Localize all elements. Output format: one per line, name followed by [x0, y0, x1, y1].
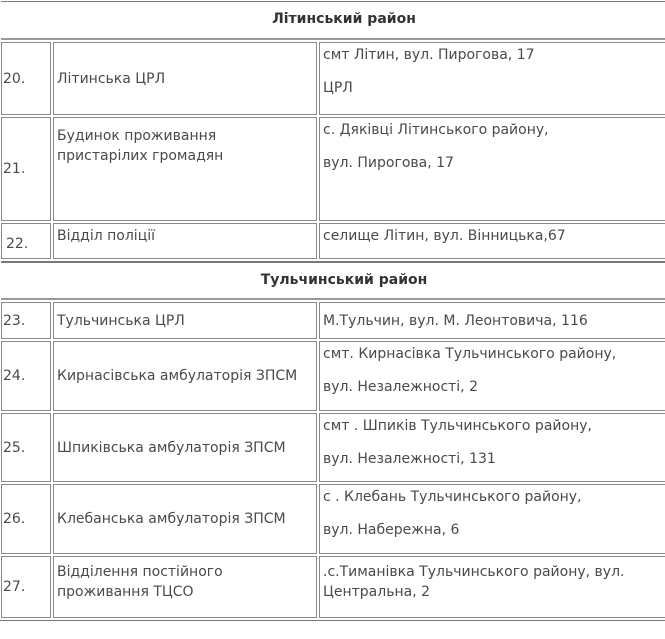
facility-name: Літинська ЦРЛ — [53, 42, 317, 115]
address-line: вул. Незалежності, 131 — [323, 451, 496, 467]
facility-address — [319, 341, 665, 411]
facility-name: Кирнасівська амбулаторія ЗПСМ — [53, 341, 317, 411]
address-line: смт. Кирнасівка Тульчинського району, — [323, 346, 617, 362]
facility-name: Шпиківська амбулаторія ЗПСМ — [53, 413, 317, 482]
name-line: Відділення постійного — [57, 564, 223, 580]
address-line: вул. Пирогова, 17 — [323, 155, 454, 171]
district-heading: Тульчинський район — [1, 261, 665, 300]
facility-name: Тульчинська ЦРЛ — [53, 302, 317, 339]
row-number: 21. — [1, 117, 51, 221]
facility-address: селище Літин, вул. Вінницька,67 — [319, 223, 665, 259]
facility-address — [319, 117, 665, 221]
table-row — [1, 117, 665, 221]
row-number: 26. — [1, 484, 51, 554]
address-line: ЦРЛ — [323, 80, 353, 96]
table-row — [1, 556, 665, 618]
name-line: проживання ТЦСО — [57, 584, 194, 600]
row-number: 27. — [1, 556, 51, 618]
facility-name: Клебанська амбулаторія ЗПСМ — [53, 484, 317, 554]
district-heading: Літинський район — [1, 1, 665, 40]
address-line: смт Літин, вул. Пирогова, 17 — [323, 47, 535, 63]
table-row — [1, 42, 665, 115]
facility-address: М.Тульчин, вул. М. Леонтовича, 116 — [319, 302, 665, 339]
facility-name — [53, 556, 317, 618]
table-row — [1, 484, 665, 554]
row-number: 20. — [1, 42, 51, 115]
address-line: смт . Шпиків Тульчинського району, — [323, 418, 592, 434]
row-number: 24. — [1, 341, 51, 411]
address-line: с . Клебань Тульчинського району, — [323, 489, 582, 505]
table-row — [1, 341, 665, 411]
table-row — [1, 302, 665, 339]
facility-name: Відділ поліції — [53, 223, 317, 259]
district-header-row — [1, 1, 665, 40]
address-line: вул. Набережна, 6 — [323, 522, 460, 538]
row-number: 23. — [1, 302, 51, 339]
facility-name — [53, 117, 317, 221]
district-header-row — [1, 261, 665, 300]
address-line: Центральна, 2 — [323, 584, 430, 600]
address-line: вул. Незалежності, 2 — [323, 379, 478, 395]
address-line: с. Дяківці Літинського району, — [323, 122, 549, 138]
facility-address — [319, 484, 665, 554]
table-row — [1, 223, 665, 259]
facility-address — [319, 42, 665, 115]
row-number: 22. — [1, 223, 51, 259]
table-row — [1, 413, 665, 482]
address-line: .с.Тиманівка Тульчинського району, вул. — [323, 564, 625, 580]
facility-address — [319, 413, 665, 482]
name-line: пристарілих громадян — [57, 148, 224, 164]
name-line: Будинок проживання — [57, 128, 217, 144]
row-number: 25. — [1, 413, 51, 482]
facility-address — [319, 556, 665, 618]
